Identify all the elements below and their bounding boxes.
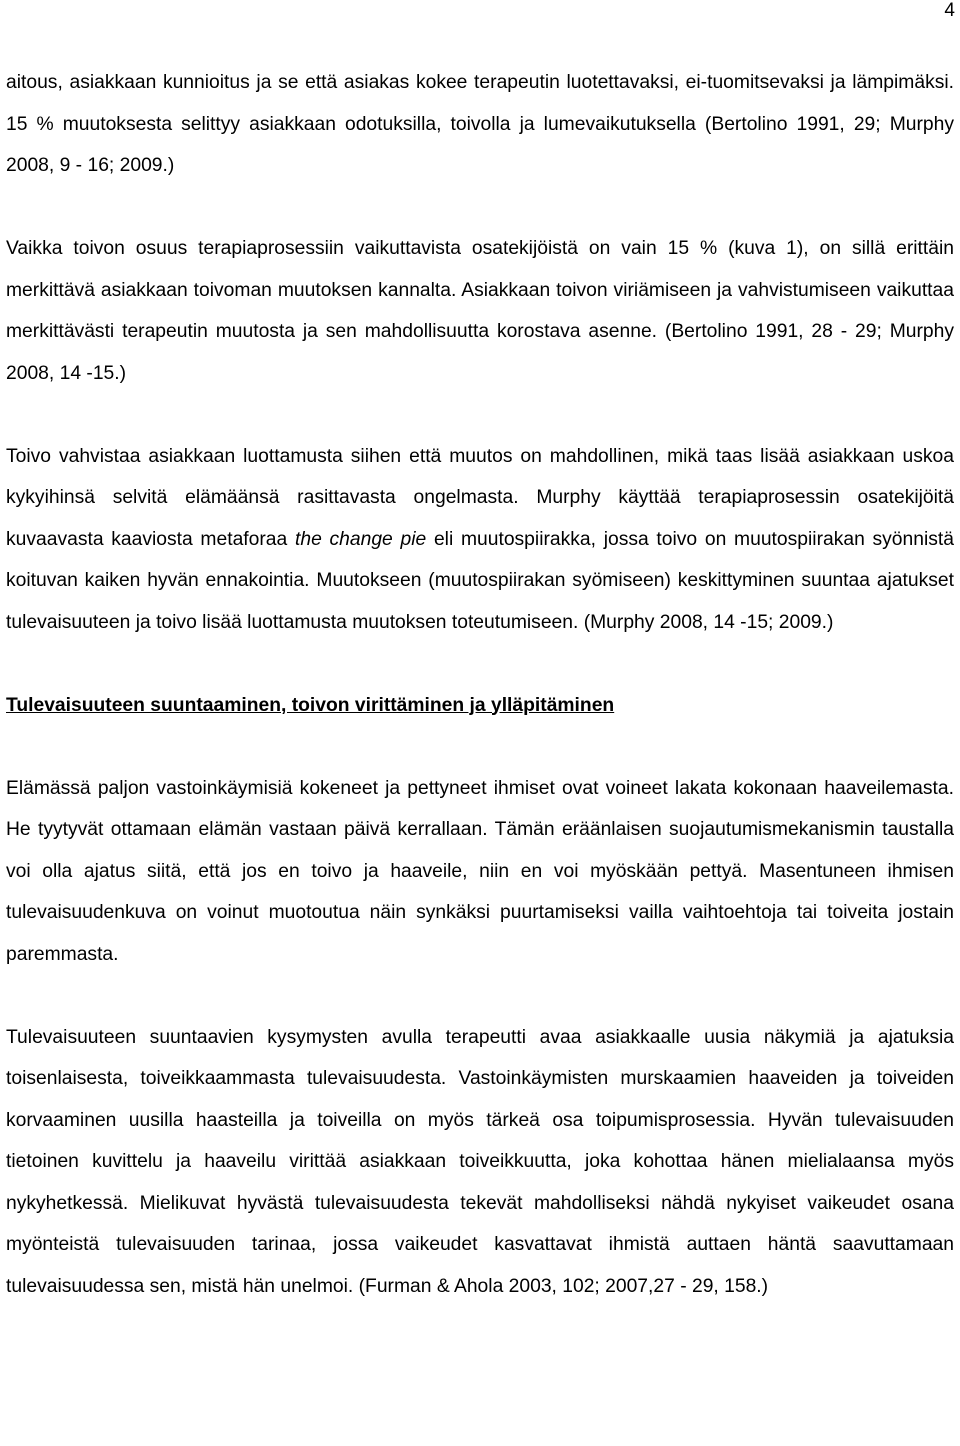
paragraph-3-text-end: eli muutospiirakka, jossa toivo on muutospiirakan syönnistä koituvan kaiken hyvän ennakointia. Muutokseen (muutospiirakan syömiseen) keskittyminen suuntaa ajatukset tulevaisuuteen ja toivo lisää luottamusta muutoksen toteutumiseen. (Murphy 2008, 14 -15; 2009.)	[6, 528, 954, 633]
document-body	[6, 62, 954, 1307]
section-heading: Tulevaisuuteen suuntaaminen, toivon virittäminen ja ylläpitäminen	[6, 694, 615, 716]
metaphor-term: the change pie	[294, 528, 427, 550]
paragraph-1: aitous, asiakkaan kunnioitus ja se että asiakas kokee terapeutin luotettavaksi, ei-tuomitsevaksi ja lämpimäksi. 15 % muutoksesta selittyy asiakkaan odotuksilla, toivolla ja lumevaikutuksella (Bertolino 1991, 29; Murphy 2008, 9 - 16; 2009.)	[6, 72, 954, 176]
section-paragraph-2: Tulevaisuuteen suuntaavien kysymysten avulla terapeutti avaa asiakkaalle uusia näkymiä ja ajatuksia toisenlaisesta, toiveikkaammasta tulevaisuudesta. Vastoinkäymisten murskaamien haaveiden ja toiveiden korvaaminen uusilla haasteilla ja toiveilla on myös tärkeä osa toipumisprosessia. Hyvän tulevaisuuden tietoinen kuvittelu ja haaveilu virittää asiakkaan toiveikkuutta, joka kohottaa hänen mielialaansa myös nykyhetkessä. Mielikuvat hyvästä tulevaisuudesta tekevät mahdolliseksi nähdä nykyiset vaikeudet osana myönteistä tulevaisuuden tarinaa, jossa vaikeudet kasvattavat ihmistä auttaen häntä saavuttamaan tulevaisuudessa sen, mistä hän unelmoi. (Furman & Ahola 2003, 102; 2007,27 - 29, 158.)	[6, 1026, 954, 1297]
paragraph-3-text-start: Toivo vahvistaa asiakkaan luottamusta siihen että muutos on mahdollinen, mikä taas lisää asiakkaan uskoa kykyihinsä selvitä elämäänsä rasittavasta ongelmasta. Murphy käyttää terapiaprosessin osatekijöitä kuvaavasta kaaviosta metaforaa	[6, 445, 954, 550]
paragraph-3	[6, 436, 954, 644]
page-number: 4	[944, 0, 955, 21]
section-paragraph-1: Elämässä paljon vastoinkäymisiä kokeneet ja pettyneet ihmiset ovat voineet lakata kokonaan haaveilemasta. He tyytyvät ottamaan elämän vastaan päivä kerrallaan. Tämän eräänlaisen suojautumismekanismin taustalla voi olla ajatus siitä, että jos en toivo ja haaveile, niin en voi myöskään pettyä. Masentuneen ihmisen tulevaisuudenkuva on voinut muotoutua näin synkäksi puurtamiseksi vailla vaihtoehtoja tai toiveita jostain paremmasta.	[6, 777, 954, 965]
paragraph-2: Vaikka toivon osuus terapiaprosessiin vaikuttavista osatekijöistä on vain 15 % (kuva 1), on sillä erittäin merkittävä asiakkaan toivoman muutoksen kannalta. Asiakkaan toivon viriämiseen ja vahvistumiseen vaikuttaa merkittävästi terapeutin muutosta ja sen mahdollisuutta korostava asenne. (Bertolino 1991, 28 - 29; Murphy 2008, 14 -15.)	[6, 238, 954, 384]
